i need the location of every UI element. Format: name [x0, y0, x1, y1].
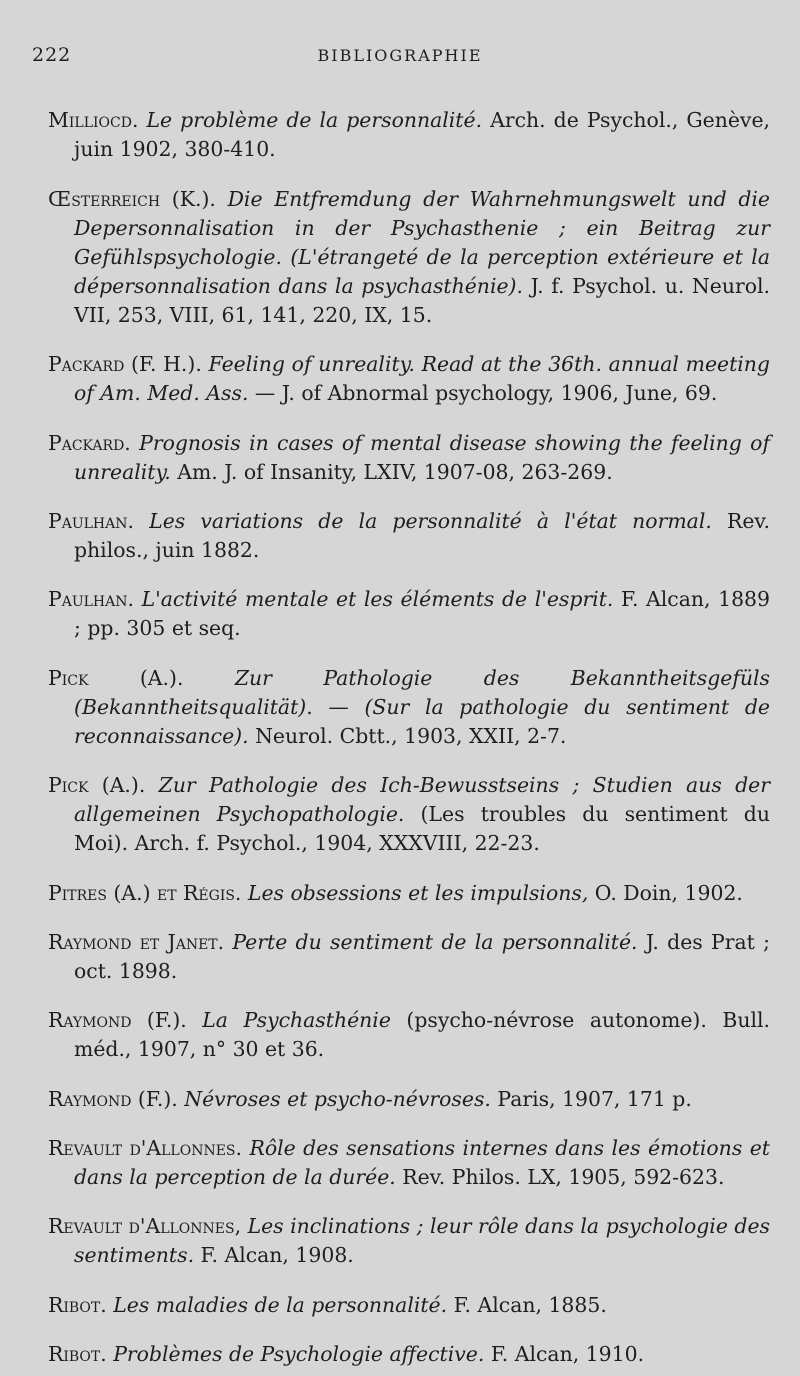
entry-author: Raymond (F.).: [48, 1008, 187, 1033]
entry-title: Névroses et psycho-névroses.: [177, 1086, 491, 1111]
entry-title: Perte du sentiment de la personnalité.: [224, 929, 638, 954]
entry-title: Die Entfremdung der Wahrnehmungswelt und die Depersonnalisation in der Psychasthenie ; ein Beitrag zur Gefühlspsychologie. (L'étrangeté de la perception extérieure et la dépersonnalisation dans la psychasthénie).: [74, 186, 770, 298]
bibliography-entry: [48, 507, 770, 565]
entry-details: F. Alcan, 1908.: [194, 1243, 354, 1268]
entry-author: Pick (A.).: [48, 665, 184, 690]
entry-details: Arch. de Psychol., Genève, juin 1902, 380-410.: [74, 108, 770, 162]
entry-title: L'activité mentale et les éléments de l'esprit.: [133, 587, 614, 612]
entry-author: Packard.: [48, 430, 131, 455]
entry-details: F. Alcan, 1910.: [484, 1342, 645, 1367]
bibliography-entry: [48, 429, 770, 487]
entry-author: Ribot.: [48, 1292, 107, 1317]
entry-author: Revault d'Allonnes,: [48, 1214, 242, 1239]
entry-details: — J. of Abnormal psychology, 1906, June, 69.: [248, 381, 718, 406]
page-header: [0, 44, 800, 74]
entry-author: Raymond et Janet.: [48, 929, 225, 954]
entry-details: Rev. Philos. LX, 1905, 592-623.: [395, 1165, 725, 1190]
entry-details: (psycho-névrose autonome). Bull. méd., 1907, n° 30 et 36.: [74, 1008, 770, 1062]
bibliography-entry: [48, 106, 770, 164]
page-number: 222: [32, 44, 72, 66]
entry-author: Pick (A.).: [48, 773, 146, 798]
entry-details: J. f. Psychol. u. Neurol. VII, 253, VIII, 61, 141, 220, IX, 15.: [74, 273, 770, 327]
entry-title: Les obsessions et les impulsions,: [241, 880, 589, 905]
entry-author: Pitres (A.) et Régis.: [48, 880, 242, 905]
entry-details: Paris, 1907, 171 p.: [490, 1086, 692, 1111]
bibliography-entry: [48, 928, 770, 986]
entry-title: Problèmes de Psychologie affective.: [106, 1342, 485, 1367]
bibliography-entry: [48, 1212, 770, 1270]
entry-details: Neurol. Cbtt., 1903, XXII, 2-7.: [248, 723, 567, 748]
entry-title: Prognosis in cases of mental disease showing the feeling of unreality.: [74, 430, 770, 484]
entry-title: Les variations de la personnalité à l'état normal.: [133, 508, 712, 533]
bibliography-entry: [48, 350, 770, 408]
entry-details: F. Alcan, 1889 ; pp. 305 et seq.: [74, 587, 770, 641]
entry-author: Revault d'Allonnes.: [48, 1136, 243, 1161]
entry-title: Zur Pathologie des Ich-Bewusstseins ; Studien aus der allgemeinen Psychopathologie.: [74, 773, 770, 827]
entry-title: Le problème de la personnalité.: [138, 108, 483, 133]
bibliography-entry: [48, 1340, 770, 1369]
bibliography-entry: [48, 771, 770, 858]
bibliography-entry: [48, 1134, 770, 1192]
bibliography-list: [48, 86, 770, 1376]
entry-title: Zur Pathologie des Bekanntheitsgefüls (Bekanntheitsqualität). — (Sur la pathologie du sentiment de reconnaissance).: [74, 665, 770, 748]
entry-author: Ribot.: [48, 1342, 107, 1367]
bibliography-entry: [48, 1291, 770, 1320]
entry-details: F. Alcan, 1885.: [447, 1292, 607, 1317]
entry-author: Œsterreich (K.).: [48, 186, 216, 211]
entry-details: O. Doin, 1902.: [588, 880, 743, 905]
entry-author: Packard (F. H.).: [48, 352, 202, 377]
entry-author: Paulhan.: [48, 587, 134, 612]
entry-author: Milliocd.: [48, 108, 139, 133]
entry-details: J. des Prat ; oct. 1898.: [74, 929, 770, 983]
bibliography-entry: [48, 879, 770, 908]
entry-details: (Les troubles du sentiment du Moi). Arch. f. Psychol., 1904, XXXVIII, 22-23.: [74, 802, 770, 856]
entry-title: Rôle des sensations internes dans les émotions et dans la perception de la durée.: [74, 1136, 770, 1190]
bibliography-entry: [48, 664, 770, 751]
bibliography-entry: [48, 185, 770, 330]
bibliography-entry: [48, 1085, 770, 1114]
entry-details: Rev. philos., juin 1882.: [74, 508, 771, 562]
entry-author: Raymond (F.).: [48, 1086, 178, 1111]
running-title: BIBLIOGRAPHIE: [317, 46, 483, 65]
entry-title: Les inclinations ; leur rôle dans la psychologie des sentiments.: [74, 1214, 770, 1268]
entry-title: La Psychasthénie: [186, 1008, 391, 1033]
entry-title: Feeling of unreality. Read at the 36th. annual meeting of Am. Med. Ass.: [74, 352, 770, 406]
entry-title: Les maladies de la personnalité.: [106, 1292, 448, 1317]
bibliography-entry: [48, 585, 770, 643]
bibliography-entry: [48, 1006, 770, 1064]
entry-author: Paulhan.: [48, 508, 134, 533]
entry-details: Am. J. of Insanity, LXIV, 1907-08, 263-269.: [170, 459, 613, 484]
